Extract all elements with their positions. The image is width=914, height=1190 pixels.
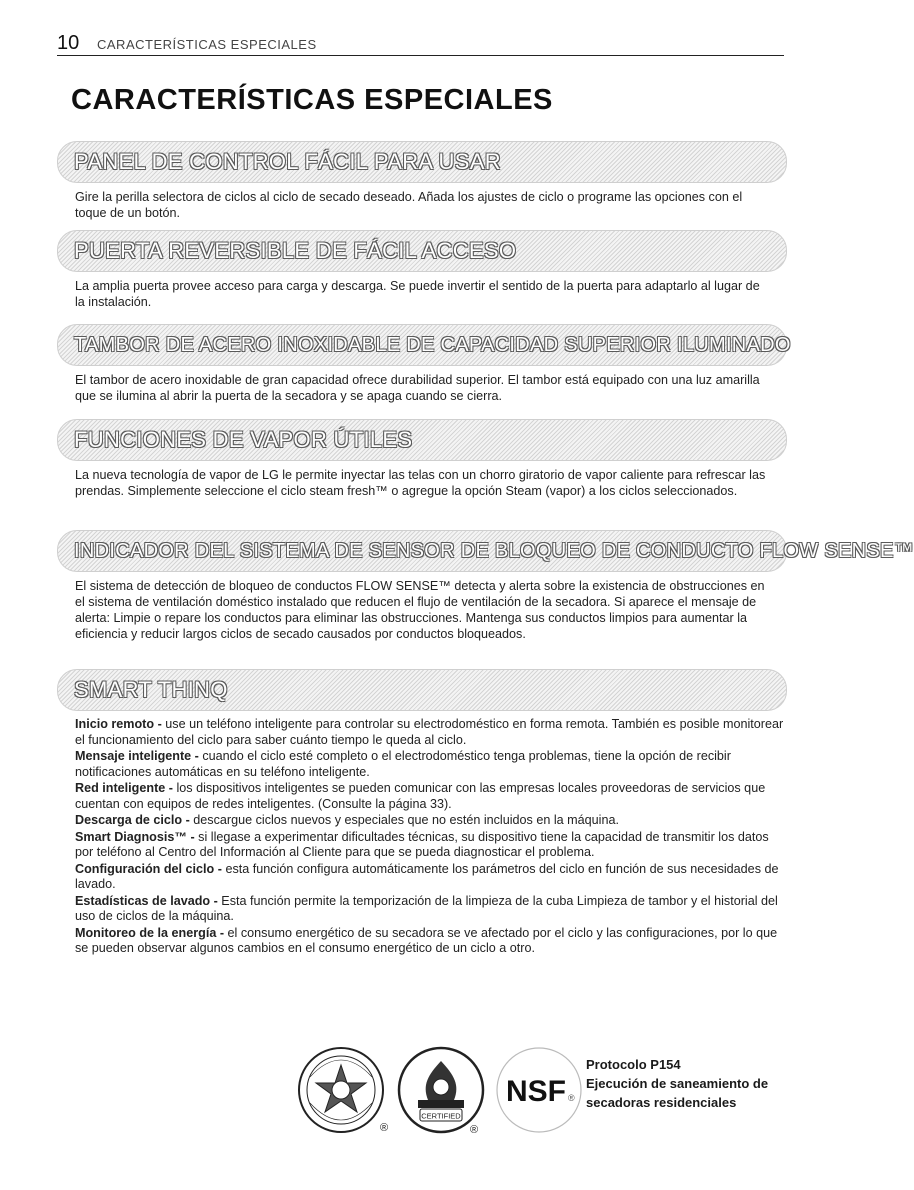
section-heading-banner — [57, 324, 791, 366]
section-smart-thinq — [57, 669, 787, 958]
item-term: Monitoreo de la energía - — [75, 925, 228, 940]
page-number: 10 — [57, 32, 80, 54]
running-header — [57, 33, 784, 56]
caption-line: Protocolo P154 — [586, 1057, 681, 1072]
caption-line: secadoras residenciales — [586, 1095, 737, 1110]
list-item — [75, 717, 787, 748]
section-heading-banner — [57, 669, 787, 711]
registered-mark: ® — [470, 1124, 479, 1136]
item-description: si llegase a experimentar dificultades técnicas, su dispositivo tiene la capacidad de transmitir los datos por teléfono al Centro del Información al Cliente para que se pueda diagnosticar el problema. — [75, 829, 769, 859]
registered-mark: ® — [380, 1122, 389, 1134]
section-control-panel — [57, 141, 787, 221]
section-body: Gire la perilla selectora de ciclos al ciclo de secado deseado. Añada los ajustes de ciclo o programe las opciones con el toque de un botón. — [75, 190, 743, 220]
feature-list — [75, 717, 787, 957]
list-item — [75, 749, 787, 780]
section-heading-banner — [57, 141, 787, 183]
certification-area — [296, 1045, 796, 1140]
item-term: Red inteligente - — [75, 781, 177, 795]
item-description: descargue ciclos nuevos y especiales que no estén incluidos en la máquina. — [193, 813, 619, 827]
registered-mark: ® — [568, 1093, 575, 1103]
section-body: La nueva tecnología de vapor de LG le permite inyectar las telas con un chorro giratorio de vapor caliente para refrescar las prendas. Simplemente seleccione el ciclo steam fresh™ o agregue la opción Steam (vapor) a los ciclos seleccionados. — [75, 468, 766, 498]
certified-seal-icon — [396, 1045, 486, 1135]
list-item — [75, 894, 787, 925]
item-term: Mensaje inteligente - — [75, 749, 203, 763]
item-term: Descarga de ciclo - — [75, 813, 194, 827]
section-heading-banner — [57, 230, 787, 272]
section-steam — [57, 419, 787, 499]
item-description: use un teléfono inteligente para controlar su electrodoméstico en forma remota. También es posible monitorear el funcionamiento del ciclo para saber cuánto tiempo le queda al ciclo. — [75, 717, 784, 747]
certification-caption — [586, 1055, 796, 1112]
item-term: Inicio remoto - — [75, 717, 166, 731]
section-heading-banner — [57, 530, 914, 572]
section-flow-sense — [57, 530, 914, 642]
list-item — [75, 813, 787, 829]
section-heading: PANEL DE CONTROL FÁCIL PARA USAR — [74, 149, 501, 174]
list-item — [75, 830, 787, 861]
nsf-logo-icon — [494, 1045, 584, 1135]
section-heading: SMART THINQ — [74, 677, 228, 702]
item-description: esta función configura automáticamente los parámetros del ciclo en función de sus necesidades de lavado. — [75, 861, 779, 891]
section-heading: FUNCIONES DE VAPOR ÚTILES — [74, 427, 413, 452]
section-reversible-door — [57, 230, 787, 310]
section-body: El sistema de detección de bloqueo de conductos FLOW SENSE™ detecta y alerta sobre la existencia de obstrucciones en el sistema de ventilación doméstico instalado que reducen el flujo de ventilación de la secadora. Si aparece el mensaje de alerta: Limpie o repare los conductos para eliminar las obstrucciones. Mantenga sus conductos limpios para aumentar la eficiencia y reducir largos ciclos de secado causados por conductos bloqueados. — [75, 579, 765, 641]
item-term: Configuración del ciclo - — [75, 861, 226, 876]
design-certified-seal-icon — [296, 1045, 389, 1135]
item-description: el consumo energético de su secadora se ve afectado por el ciclo y las configuraciones, por lo que se pueden observar algunos cambios en el consumo energético de un ciclo a otro. — [75, 925, 778, 955]
section-heading: TAMBOR DE ACERO INOXIDABLE DE CAPACIDAD SUPERIOR ILUMINADO — [74, 334, 791, 356]
caption-line: Ejecución de saneamiento de — [586, 1076, 769, 1091]
section-heading: PUERTA REVERSIBLE DE FÁCIL ACCESO — [74, 238, 517, 263]
page-title: CARACTERÍSTICAS ESPECIALES — [71, 84, 553, 116]
list-item — [75, 862, 787, 893]
item-description: cuando el ciclo esté completo o el electrodoméstico tenga problemas, tiene la opción de recibir notificaciones automáticas en su teléfono inteligente. — [75, 749, 731, 779]
item-term: Smart Diagnosis™ - — [75, 829, 199, 844]
section-body: La amplia puerta provee acceso para carga y descarga. Se puede invertir el sentido de la puerta para adaptarlo al lugar de la instalación. — [75, 279, 760, 309]
item-description: Esta función permite la temporización de la limpieza de la cuba Limpieza de tambor y el historial del uso de ciclos de la máquina. — [75, 893, 778, 923]
section-drum — [57, 324, 791, 404]
section-body: El tambor de acero inoxidable de gran capacidad ofrece durabilidad superior. El tambor está equipado con una luz amarilla que se ilumina al abrir la puerta de la secadora y se apaga cuando se cierra. — [75, 373, 760, 403]
nsf-text: NSF — [506, 1075, 566, 1108]
section-heading: INDICADOR DEL SISTEMA DE SENSOR DE BLOQUEO DE CONDUCTO FLOW SENSE™ — [74, 540, 914, 562]
item-description: los dispositivos inteligentes se pueden comunicar con las empresas locales proveedoras de servicios que cuentan con equipos de redes inteligentes. (Consulte la página 33). — [75, 781, 766, 811]
section-heading-banner — [57, 419, 787, 461]
item-term: Estadísticas de lavado - — [75, 893, 222, 908]
running-title: CARACTERÍSTICAS ESPECIALES — [97, 37, 317, 52]
certified-text: CERTIFIED — [421, 1111, 461, 1121]
list-item — [75, 926, 787, 957]
list-item — [75, 781, 787, 812]
